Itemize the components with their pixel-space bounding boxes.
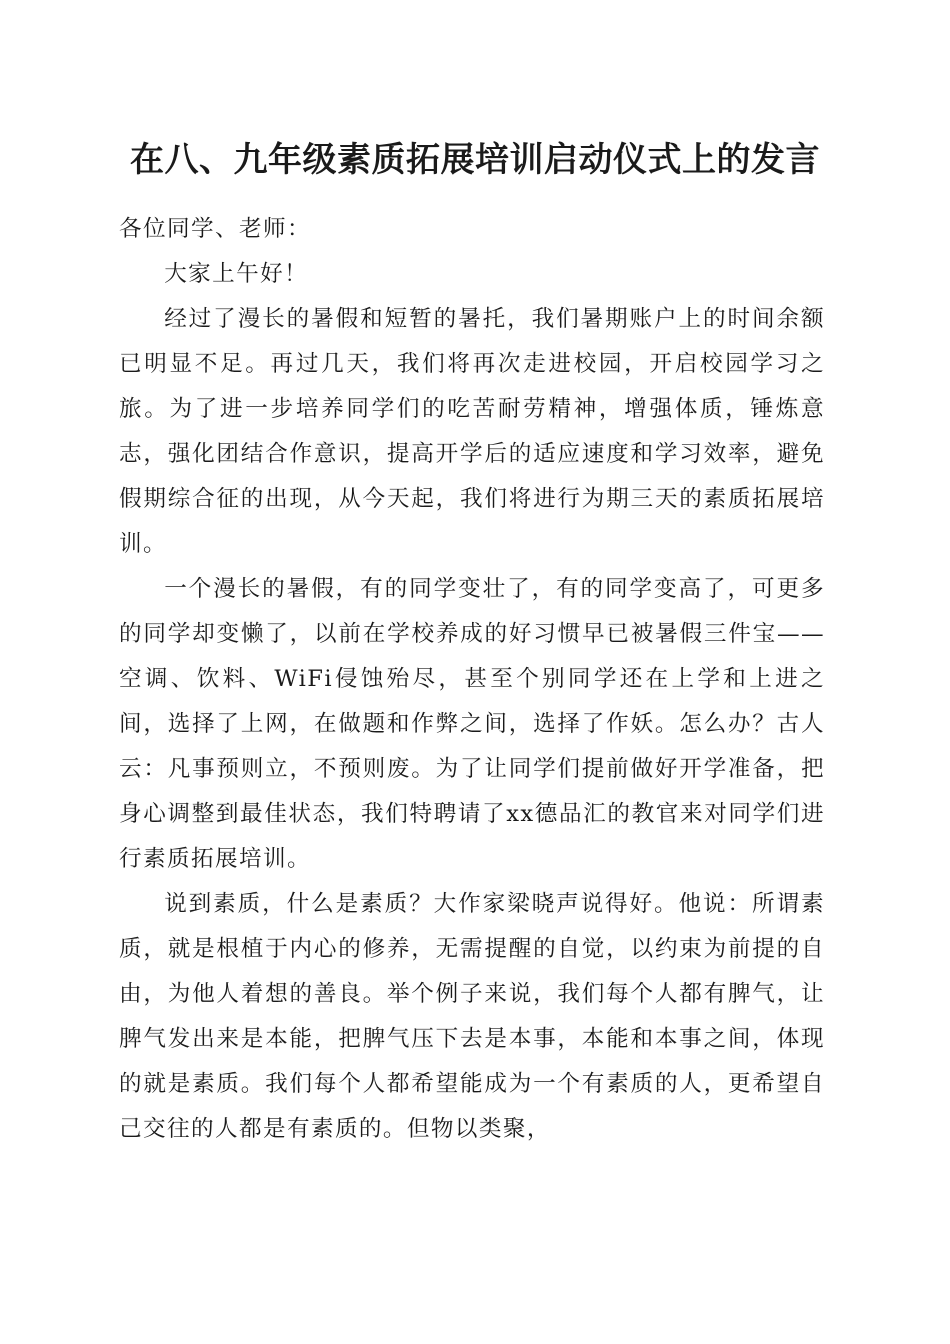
paragraph-2: 一个漫长的暑假，有的同学变壮了，有的同学变高了，可更多的同学却变懒了，以前在学校养成的好习惯早已被暑假三件宝——空调、饮料、WiFi侵蚀殆尽，甚至个别同学还在上学和上进之间，选择了上网，在做题和作弊之间，选择了作妖。怎么办？古人云：凡事预则立，不预则废。为了让同学们提前做好开学准备，把身心调整到最佳状态，我们特聘请了xx德品汇的教官来对同学们进行素质拓展培训。 — [119, 576, 825, 872]
paragraph-3: 说到素质，什么是素质？大作家梁晓声说得好。他说：所谓素质，就是根植于内心的修养，无需提醒的自觉，以约束为前提的自由，为他人着想的善良。举个例子来说，我们每个人都有脾气，让脾气发出来是本能，把脾气压下去是本事，本能和本事之间，体现的就是素质。我们每个人都希望能成为一个有素质的人，更希望自己交往的人都是有素质的。但物以类聚， — [119, 891, 825, 1142]
paragraph-greeting: 大家上午好！ — [164, 261, 309, 287]
paragraph-1: 经过了漫长的暑假和短暂的暑托，我们暑期账户上的时间余额已明显不足。再过几天，我们将再次走进校园，开启校园学习之旅。为了进一步培养同学们的吃苦耐劳精神，增强体质，锤炼意志，强化团结合作意识，提高开学后的适应速度和学习效率，避免假期综合征的出现，从今天起，我们将进行为期三天的素质拓展培训。 — [119, 306, 825, 557]
document-body — [119, 207, 825, 1152]
salutation: 各位同学、老师： — [119, 216, 311, 242]
document-title: 在八、九年级素质拓展培训启动仪式上的发言 — [130, 140, 820, 180]
